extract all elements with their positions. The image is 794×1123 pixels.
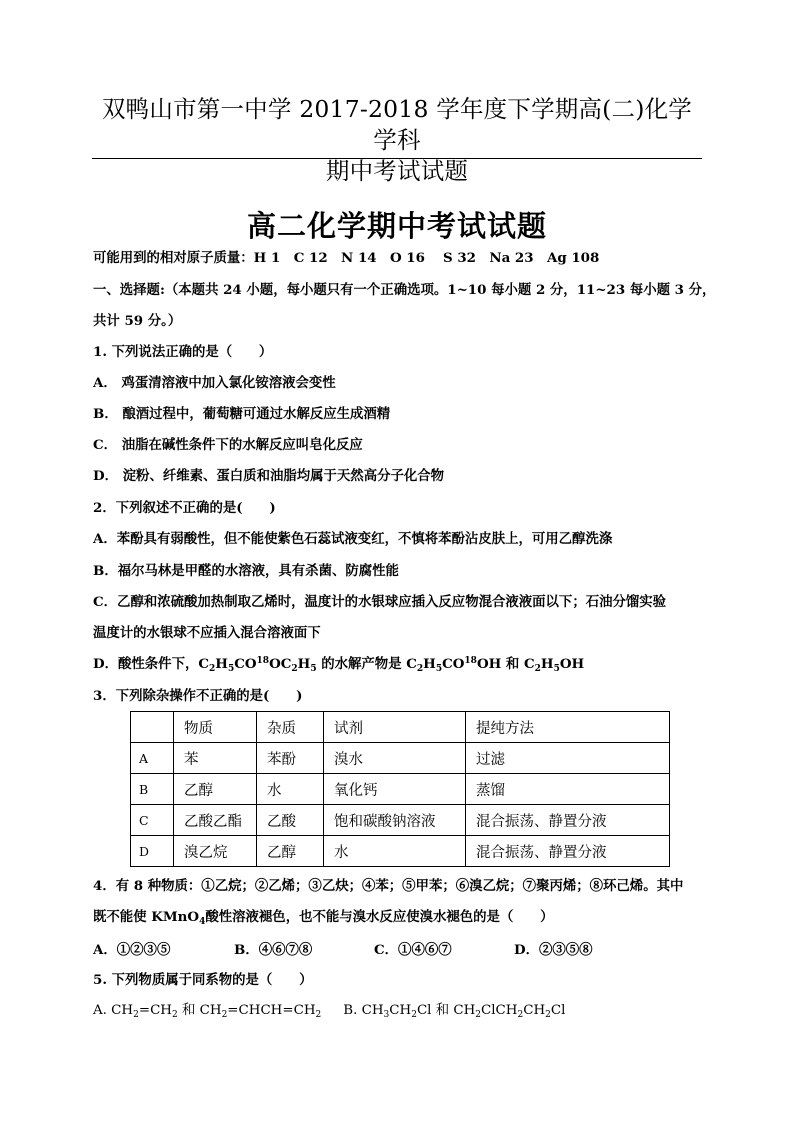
q2-option-a: A．苯酚具有弱酸性，但不能使紫色石蕊试液变红，不慎将苯酚沾皮肤上，可用乙醇洗涤 — [93, 531, 613, 547]
table-cell: 混合振荡、静置分液 — [466, 836, 670, 867]
q1-option-d: D． 淀粉、纤维素、蛋白质和油脂均属于天然高分子化合物 — [93, 468, 445, 484]
table-row — [131, 743, 670, 774]
q2-option-b: B．福尔马林是甲醛的水溶液，具有杀菌、防腐性能 — [93, 563, 399, 579]
table-cell: 乙醇 — [257, 836, 324, 867]
purification-table — [130, 711, 670, 867]
document-header — [92, 94, 702, 187]
page-title: 高二化学期中考试试题 — [246, 209, 547, 243]
table-row — [131, 805, 670, 836]
table-cell: 乙酸乙酯 — [174, 805, 257, 836]
table-cell: 混合振荡、静置分液 — [466, 805, 670, 836]
table-cell: 蒸馏 — [466, 774, 670, 805]
table-header-cell: 物质 — [174, 712, 257, 743]
q4-stem-line-2: 既不能使 KMnO$_4$酸性溶液褪色，也不能与溴水反应使溴水褪色的是（ ） — [93, 909, 554, 927]
q1-option-a: A． 鸡蛋清溶液中加入氯化铵溶液会变性 — [93, 375, 336, 391]
section-instructions-line-1: 一、选择题:（本题共 24 小题，每小题只有一个正确选项。1~10 每小题 2 分，11~23 每小题 3 分， — [93, 282, 716, 298]
q2-option-d: D．酸性条件下，$C_2H_5CO^{18}OC_2H_5$ 的水解产物是 $C_2H_5CO^{18}OH$ 和 $C_2H_5OH$ — [93, 656, 585, 674]
table-cell: C — [131, 805, 174, 836]
table-row — [131, 774, 670, 805]
q3-stem: 3．下列除杂操作不正确的是( ) — [93, 688, 303, 704]
q2-option-c-line-2: 温度计的水银球不应插入混合溶液面下 — [93, 625, 321, 641]
q4-option-a: A．①②③⑤ — [93, 942, 171, 958]
q2-stem: 2．下列叙述不正确的是( ) — [93, 500, 276, 516]
table-header-cell: 试剂 — [324, 712, 466, 743]
table-cell: A — [131, 743, 174, 774]
q1-option-b: B． 酿酒过程中，葡萄糖可通过水解反应生成酒精 — [93, 406, 391, 422]
table-header-cell: 提纯方法 — [466, 712, 670, 743]
table-cell: 乙醇 — [174, 774, 257, 805]
header-line-2: 期中考试试题 — [325, 157, 469, 185]
table-cell: 乙酸 — [257, 805, 324, 836]
table-header-row — [131, 712, 670, 743]
header-line-1: 双鸭山市第一中学 2017-2018 学年度下学期高(二)化学学科 — [101, 95, 693, 154]
table-header-cell — [131, 712, 174, 743]
table-cell: 苯酚 — [257, 743, 324, 774]
q2-option-c-line-1: C．乙醇和浓硫酸加热制取乙烯时，温度计的水银球应插入反应物混合液液面以下；石油分馏实验 — [93, 594, 667, 610]
q5-stem: 5. 下列物质属于同系物的是（ ） — [93, 972, 313, 988]
q1-stem: 1. 下列说法正确的是（ ） — [93, 344, 273, 360]
q4-option-c: C．①④⑥⑦ — [374, 942, 452, 958]
atomic-mass-note: 可能用到的相对原子质量：H 1 C 12 N 14 O 16 S 32 Na 23 Ag 108 — [93, 250, 600, 266]
table-header-cell: 杂质 — [257, 712, 324, 743]
table-cell: 溴水 — [324, 743, 466, 774]
table-cell: D — [131, 836, 174, 867]
table-cell: 溴乙烷 — [174, 836, 257, 867]
table-cell: 氧化钙 — [324, 774, 466, 805]
table-cell: 过滤 — [466, 743, 670, 774]
table-cell: 水 — [324, 836, 466, 867]
section-instructions-line-2: 共计 59 分。） — [93, 313, 182, 329]
q1-option-c: C． 油脂在碱性条件下的水解反应叫皂化反应 — [93, 437, 363, 453]
q4-option-b: B．④⑥⑦⑧ — [234, 942, 313, 958]
header-divider — [92, 158, 702, 159]
q4-option-d: D．②③⑤⑧ — [514, 942, 593, 958]
table-cell: 饱和碳酸钠溶液 — [324, 805, 466, 836]
table-cell: 苯 — [174, 743, 257, 774]
table-cell: 水 — [257, 774, 324, 805]
q5-option-b: B. $CH_3CH_2Cl$ 和 $CH_2ClCH_2CH_2Cl$ — [343, 1003, 566, 1020]
table-row — [131, 836, 670, 867]
q5-options — [93, 1002, 565, 1020]
q4-stem-line-1: 4．有 8 种物质：①乙烷；②乙烯；③乙炔；④苯；⑤甲苯；⑥溴乙烷；⑦聚丙烯；⑧环己烯。其中 — [93, 878, 684, 894]
q5-option-a: A. $CH_2=CH_2$ 和 $CH_2=CHCH=CH_2$ — [93, 1003, 322, 1020]
table-cell: B — [131, 774, 174, 805]
